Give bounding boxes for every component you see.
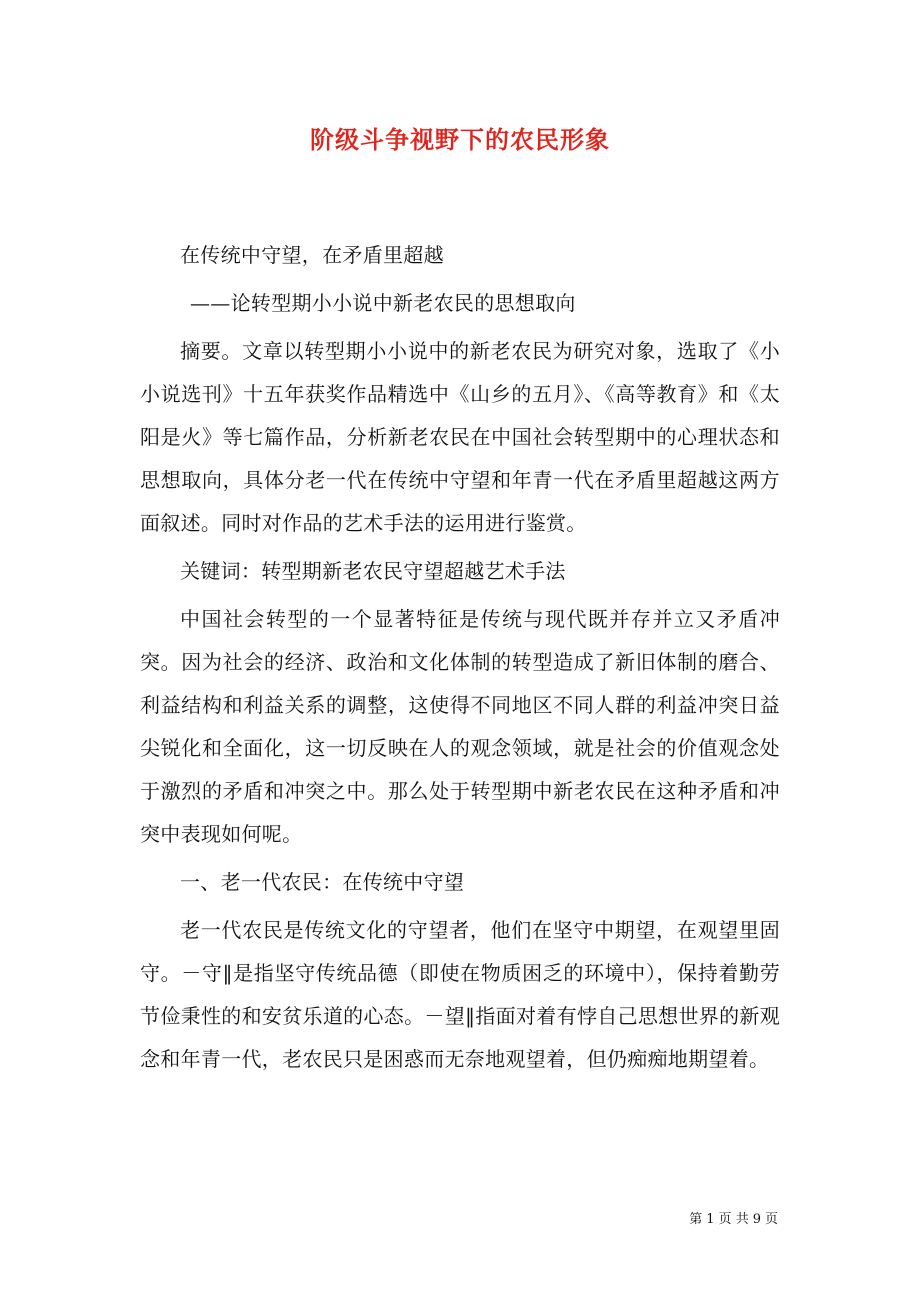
footer-total-pages: 9 bbox=[752, 1212, 761, 1227]
intro-paragraph: 中国社会转型的一个显著特征是传统与现代既并存并立又矛盾冲突。因为社会的经济、政治和文化体制的转型造成了新旧体制的磨合、利益结构和利益关系的调整，这使得不同地区不同人群的利益冲突日益尖锐化和全面化，这一切反映在人的观念领域，就是社会的价值观念处于激烈的矛盾和冲突之中。那么处于转型期中新老农民在这种矛盾和冲突中表现如何呢。 bbox=[140, 607, 780, 846]
keywords-paragraph: 关键词：转型期新老农民守望超越艺术手法 bbox=[180, 559, 566, 583]
document-body bbox=[140, 234, 780, 1081]
footer-middle: 页 共 bbox=[718, 1212, 749, 1227]
subtitle-main: 在传统中守望，在矛盾里超越 bbox=[180, 243, 444, 267]
document-title: 阶级斗争视野下的农民形象 bbox=[310, 125, 610, 154]
page-number-footer bbox=[687, 1208, 780, 1227]
footer-page-number: 1 bbox=[706, 1212, 715, 1227]
subtitle-secondary: ——论转型期小小说中新老农民的思想取向 bbox=[190, 291, 576, 315]
section-paragraph: 老一代农民是传统文化的守望者，他们在坚守中期望，在观望里固守。－守‖是指坚守传统品德（即使在物质困乏的环境中），保持着勤劳节俭秉性的和安贫乐道的心态。－望‖指面对着有悖自己思想世界的新观念和年青一代，老农民只是困惑而无奈地观望着，但仍痴痴地期望着。 bbox=[140, 918, 780, 1071]
footer-prefix: 第 bbox=[689, 1212, 703, 1227]
abstract-paragraph: 摘要。文章以转型期小小说中的新老农民为研究对象，选取了《小小说选刊》十五年获奖作品精选中《山乡的五月》、《高等教育》和《太阳是火》等七篇作品，分析新老农民在中国社会转型期中的心理状态和思想取向，具体分老一代在传统中守望和年青一代在矛盾里超越这两方面叙述。同时对作品的艺术手法的运用进行鉴赏。 bbox=[140, 339, 780, 535]
section-heading: 一、老一代农民：在传统中守望 bbox=[180, 870, 465, 894]
footer-suffix: 页 bbox=[764, 1212, 778, 1227]
